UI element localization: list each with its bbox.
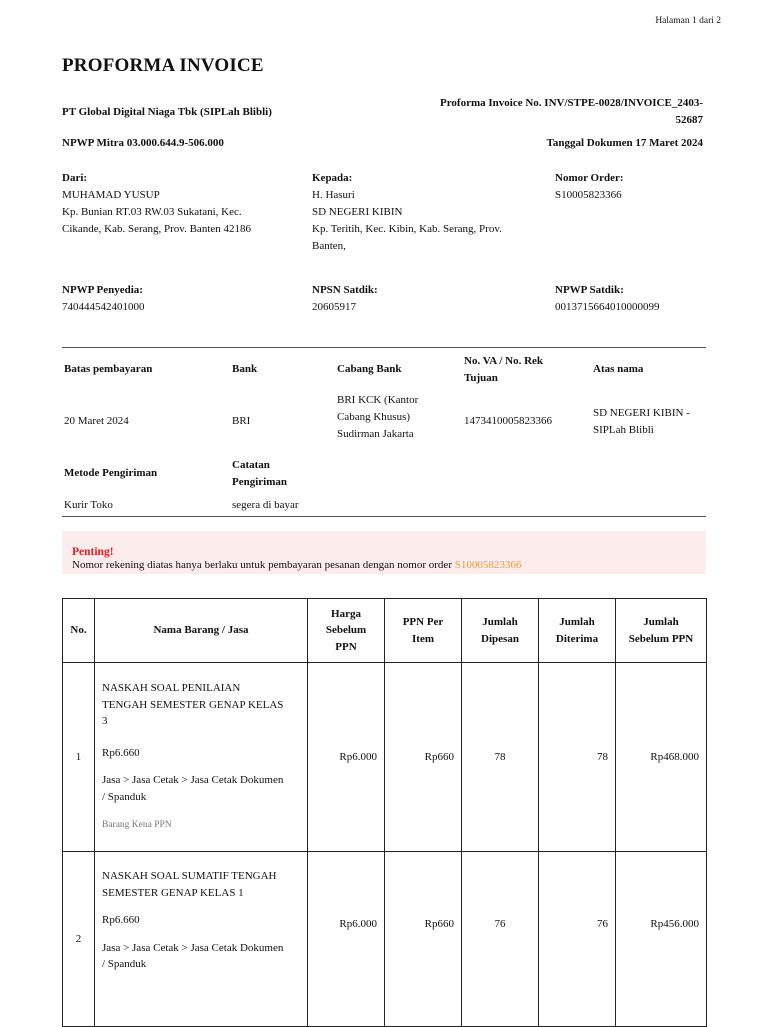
header-item-name: Nama Barang / Jasa [95,599,308,663]
bank-branch-line3: Sudirman Jakarta [337,428,414,440]
item-qty-received: 78 [539,663,616,852]
npsn-satdik-label: NPSN Satdik: [312,284,378,296]
item-price-before-tax: Rp6.000 [308,852,385,1027]
va-number-value: 1473410005823366 [464,415,552,427]
npwp-penyedia-block [62,282,145,316]
item-details [95,852,308,1027]
recipient-address-line1: Kp. Teritih, Kec. Kibin, Kab. Serang, Prov. [312,223,502,235]
npwp-mitra: NPWP Mitra 03.000.644.9-506.000 [62,137,224,149]
npwp-satdik-value: 0013715664010000099 [555,301,660,313]
item-total-before-tax: Rp468.000 [616,663,707,852]
important-notice [62,531,706,574]
notice-text [72,559,521,571]
va-number-header [464,353,543,387]
sender-label: Dari: [62,172,88,184]
shipping-note-value: segera di bayar [232,499,299,511]
payment-deadline-value: 20 Maret 2024 [64,415,129,427]
sender-name: MUHAMAD YUSUP [62,189,160,201]
divider-bottom [62,516,706,517]
header-total-before-tax: Jumlah Sebelum PPN [616,599,707,663]
shipping-method-header: Metode Pengiriman [64,467,158,479]
order-number-label: Nomor Order: [555,172,624,184]
item-total-before-tax: Rp456.000 [616,852,707,1027]
npwp-satdik-block [555,282,660,316]
item-category-line2: / Spanduk [102,958,147,970]
bank-value: BRI [232,415,251,427]
npsn-satdik-block [312,282,378,316]
page-number: Halaman 1 dari 2 [655,16,721,26]
payment-deadline-header: Batas pembayaran [64,363,153,375]
npwp-penyedia-value: 740444542401000 [62,301,145,313]
header-qty-ordered: Jumlah Dipesan [462,599,539,663]
account-name-header: Atas nama [593,363,644,375]
bank-branch-value [337,392,418,443]
item-details [95,663,308,852]
item-tax-per-item: Rp660 [385,852,462,1027]
va-number-header-line1: No. VA / No. Rek [464,355,544,367]
npsn-satdik-value: 20605917 [312,301,356,313]
account-name-line1: SD NEGERI KIBIN - [593,407,690,419]
header-qty-received: Jumlah Diterima [539,599,616,663]
document-title: PROFORMA INVOICE [62,55,264,76]
invoice-number-line1: Proforma Invoice No. INV/STPE-0028/INVOICE_2403- [440,97,703,109]
order-number-block [555,170,705,204]
item-name-line2: TENGAH SEMESTER GENAP KELAS [102,698,284,711]
item-qty-ordered: 78 [462,663,539,852]
item-name-line2: SEMESTER GENAP KELAS 1 [102,886,244,899]
bank-branch-line1: BRI KCK (Kantor [337,394,419,406]
recipient-school: SD NEGERI KIBIN [312,206,403,218]
notice-message: Nomor rekening diatas hanya berlaku untuk pembayaran pesanan dengan nomor order [72,559,455,571]
notice-title: Penting! [72,546,114,558]
row-number: 1 [63,663,95,852]
row-number: 2 [63,852,95,1027]
npwp-penyedia-label: NPWP Penyedia: [62,284,143,296]
item-tax-per-item: Rp660 [385,663,462,852]
account-name-line2: SIPLah Blibli [593,424,654,436]
item-tax-note: Barang Kena PPN [102,820,172,831]
va-number-header-line2: Tujuan [464,372,498,384]
invoice-number-line2: 52687 [675,114,703,126]
divider-top [62,347,706,348]
notice-order-number: S10005823366 [454,559,522,571]
item-qty-ordered: 76 [462,852,539,1027]
header-no: No. [63,599,95,663]
table-row [63,852,707,1027]
sender-address-line1: Kp. Bunian RT.03 RW.03 Sukatani, Kec. [62,206,242,218]
item-price-before-tax: Rp6.000 [308,663,385,852]
recipient-name: H. Hasuri [312,189,355,201]
bank-branch-line2: Cabang Khusus) [337,411,411,423]
shipping-method-value: Kurir Toko [64,499,113,511]
item-category-line1: Jasa > Jasa Cetak > Jasa Cetak Dokumen [102,941,284,954]
sender-block [62,170,302,238]
shipping-note-header-line1: Catatan [232,459,270,471]
header-price-before-tax: Harga Sebelum PPN [308,599,385,663]
sender-address-line2: Cikande, Kab. Serang, Prov. Banten 42186 [62,223,252,235]
item-category-line1: Jasa > Jasa Cetak > Jasa Cetak Dokumen [102,774,284,787]
bank-header: Bank [232,363,258,375]
item-qty-received: 76 [539,852,616,1027]
item-name-line3: 3 [102,715,108,728]
item-category-line2: / Spanduk [102,790,147,803]
item-name-line1: NASKAH SOAL PENILAIAN [102,682,241,695]
invoice-number [373,95,703,129]
npwp-satdik-label: NPWP Satdik: [555,284,624,296]
recipient-block [312,170,537,255]
company-name: PT Global Digital Niaga Tbk (SIPLah Blibli) [62,106,272,118]
shipping-note-header-line2: Pengiriman [232,476,287,488]
recipient-label: Kepada: [312,172,353,184]
table-row [63,663,707,852]
shipping-note-header [232,457,287,491]
items-table [62,598,707,1027]
recipient-address-line2: Banten, [312,240,346,252]
account-name-value [593,405,690,439]
order-number-value: S10005823366 [555,189,622,201]
item-name-line1: NASKAH SOAL SUMATIF TENGAH [102,870,277,882]
table-header-row [63,599,707,663]
item-price: Rp6.660 [102,914,140,926]
bank-branch-header: Cabang Bank [337,363,402,375]
document-date: Tanggal Dokumen 17 Maret 2024 [546,137,703,149]
header-tax-per-item: PPN Per Item [385,599,462,663]
item-price: Rp6.660 [102,746,140,759]
